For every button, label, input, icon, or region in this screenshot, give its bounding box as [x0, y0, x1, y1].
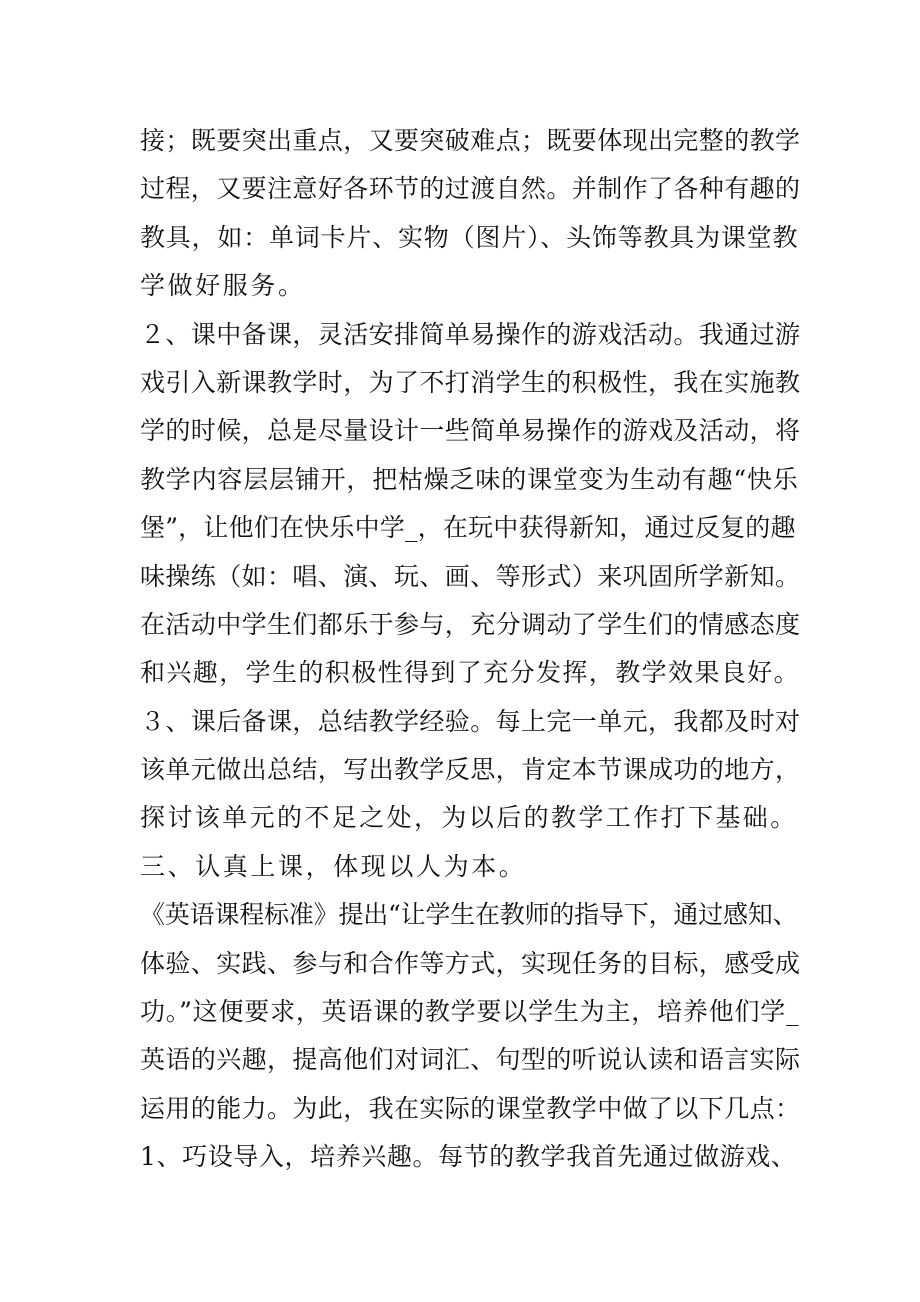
text-line: ３、课后备课，总结教学经验。每上完一单元，我都及时对: [140, 706, 801, 736]
text-line: 堡”，让他们在快乐中学_，在玩中获得新知，通过反复的趣: [140, 513, 796, 543]
text-line: 学的时候，总是尽量设计一些简单易操作的游戏及活动，将: [140, 416, 801, 446]
text-line: 《英语课程标准》提出“让学生在教师的指导下，通过感知、: [140, 900, 798, 930]
text-line: ２、课中备课，灵活安排简单易操作的游戏活动。我通过游: [140, 319, 801, 349]
text-line: 探讨该单元的不足之处，为以后的教学工作打下基础。: [140, 803, 798, 833]
text-line: 教具，如：单词卡片、实物（图片）、头饰等教具为课堂教: [140, 222, 799, 252]
text-line: 在活动中学生们都乐于参与，充分调动了学生们的情感态度: [140, 609, 801, 639]
text-line: 英语的兴趣，提高他们对词汇、句型的听说认读和语言实际: [140, 1045, 801, 1075]
text-line: 运用的能力。为此，我在实际的课堂教学中做了以下几点：: [140, 1093, 801, 1123]
text-line: 过程，又要注意好各环节的过渡自然。并制作了各种有趣的: [140, 174, 801, 204]
text-line: 教学内容层层铺开，把枯燥乏味的课堂变为生动有趣“快乐: [140, 464, 799, 494]
section-heading: 三、认真上课，体现以人为本。: [140, 851, 527, 881]
text-line: 接；既要突出重点，又要突破难点；既要体现出完整的教学: [140, 126, 801, 155]
text-line: 和兴趣，学生的积极性得到了充分发挥，教学效果良好。: [140, 658, 801, 688]
text-line: 学做好服务。: [140, 271, 306, 301]
text-line: 戏引入新课教学时，为了不打消学生的积极性，我在实施教: [140, 367, 801, 397]
text-line: 味操练（如：唱、演、玩、画、等形式）来巩固所学新知。: [140, 561, 801, 591]
text-line: 体验、实践、参与和合作等方式，实现任务的目标，感受成: [140, 948, 801, 978]
text-line: 1、巧设导入，培养兴趣。每节的教学我首先通过做游戏、: [140, 1142, 797, 1172]
text-line: 该单元做出总结，写出教学反思，肯定本节课成功的地方，: [140, 755, 801, 785]
text-line: 功。”这便要求，英语课的教学要以学生为主，培养他们学_: [140, 997, 800, 1027]
body-text: [140, 117, 800, 1182]
